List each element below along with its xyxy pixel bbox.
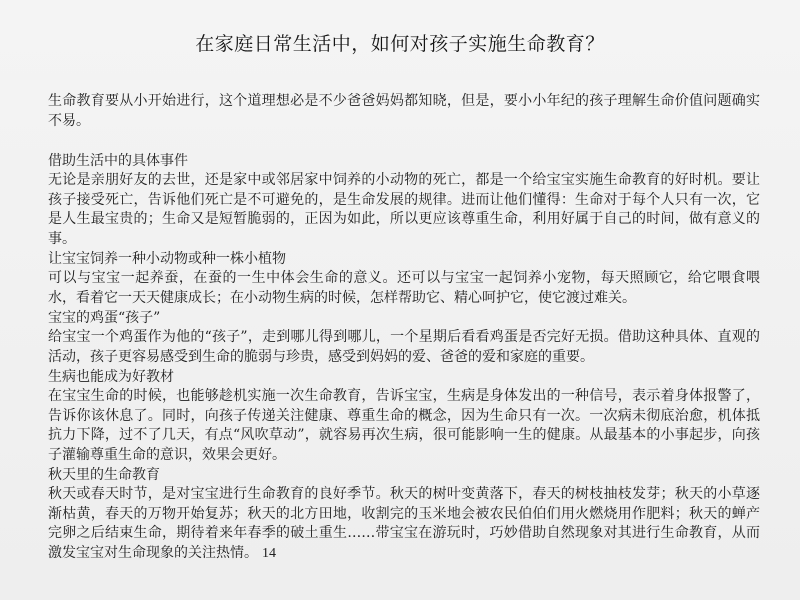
section-life-events	[48, 151, 760, 249]
section-illness-lesson	[48, 367, 760, 465]
section-text: 给宝宝一个鸡蛋作为他的“孩子”，走到哪儿得到哪儿，一个星期后看看鸡蛋是否完好无损。借助这种具体、直观的活动，孩子更容易感受到生命的脆弱与珍贵，感受到妈妈的爱、爸爸的爱和家庭的重要。	[48, 329, 760, 365]
section-heading: 宝宝的鸡蛋“孩子”	[48, 310, 161, 326]
section-heading: 秋天里的生命教育	[48, 467, 160, 483]
section-heading: 让宝宝饲养一种小动物或种一株小植物	[48, 251, 286, 267]
section-text: 在宝宝生命的时候，也能够趁机实施一次生命教育，告诉宝宝，生病是身体发出的一种信号，表示着身体报警了，告诉你该休息了。同时，向孩子传递关注健康、尊重生命的概念，因为生命只有一次。一次病未彻底治愈，机体抵抗力下降，过不了几天，有点“风吹草动”，就容易再次生病，很可能影响一生的健康。从最基本的小事起步，向孩子灌输尊重生命的意识，效果会更好。	[48, 388, 760, 463]
section-heading: 借助生活中的具体事件	[48, 153, 188, 169]
section-text-body: 秋天或春天时节，是对宝宝进行生命教育的良好季节。秋天的树叶变黄落下，春天的树枝抽枝发芽；秋天的小草逐渐枯黄，春天的万物开始复苏；秋天的北方田地，收割完的玉米地会被农民伯伯们用火燃烧用作肥料；秋天的蝉产完卵之后结束生命，期待着来年春季的破土重生……带宝宝在游玩时，巧妙借助自然现象对其进行生命教育，从而激发宝宝对生命现象的关注热情。	[48, 486, 760, 561]
section-text	[48, 485, 760, 563]
section-autumn-lesson	[48, 465, 760, 563]
section-egg-child	[48, 308, 760, 367]
page-title: 在家庭日常生活中，如何对孩子实施生命教育？	[195, 33, 605, 55]
section-heading: 生病也能成为好教材	[48, 369, 174, 385]
section-raise-pet-plant	[48, 249, 760, 308]
intro-paragraph: 生命教育要从小开始进行，这个道理想必是不少爸爸妈妈都知晓，但是，要小小年纪的孩子理解生命价值问题确实不易。	[48, 93, 760, 129]
page-number: 14	[262, 545, 276, 561]
section-text: 无论是亲朋好友的去世，还是家中或邻居家中饲养的小动物的死亡，都是一个给宝宝实施生命教育的好时机。要让孩子接受死亡，告诉他们死亡是不可避免的，是生命发展的规律。进而让他们懂得：生命对于每个人只有一次，它是人生最宝贵的；生命又是短暂脆弱的，正因为如此，所以更应该尊重生命，利用好属于自己的时间，做有意义的事。	[48, 172, 760, 247]
content-body	[48, 92, 760, 563]
section-text: 可以与宝宝一起养蚕，在蚕的一生中体会生命的意义。还可以与宝宝一起饲养小宠物，每天照顾它，给它喂食喂水，看着它一天天健康成长；在小动物生病的时候，怎样帮助它、精心呵护它，使它渡过难关。	[48, 270, 760, 306]
